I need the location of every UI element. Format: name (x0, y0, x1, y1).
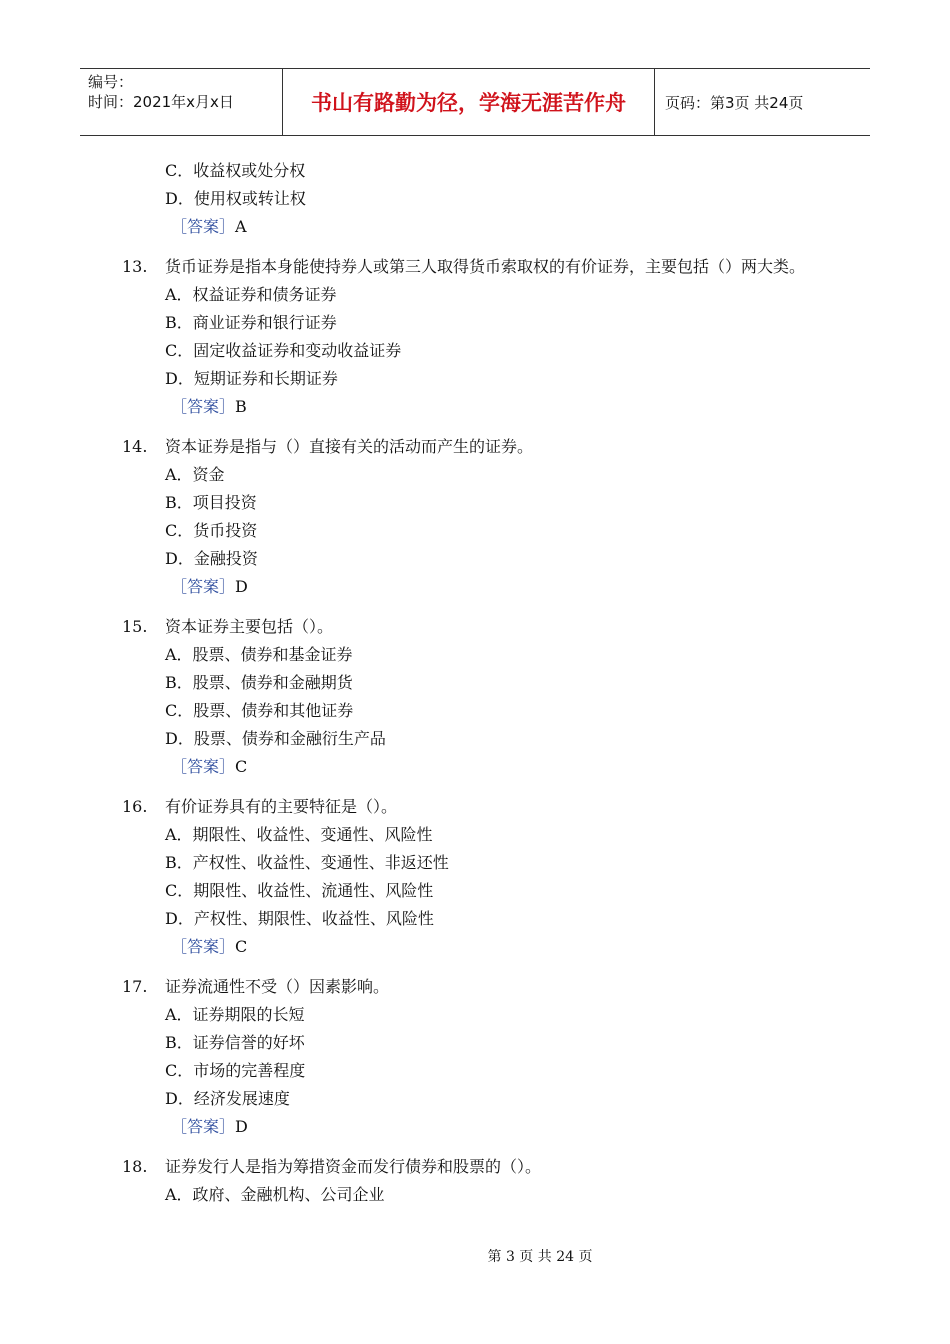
option: B．商业证券和银行证券 (165, 313, 337, 332)
option: D．短期证券和长期证券 (165, 369, 338, 388)
question-text: 证券流通性不受（）因素影响。 (165, 977, 390, 996)
answer (122, 1113, 862, 1141)
option: B．项目投资 (165, 493, 257, 512)
option: C．市场的完善程度 (165, 1061, 306, 1080)
option: D．经济发展速度 (165, 1089, 290, 1108)
answer-value: A (235, 217, 247, 236)
question-text: 证券发行人是指为筹措资金而发行债券和股票的（）。 (165, 1157, 542, 1176)
time-label: 时间：2021年x月x日 (88, 93, 234, 111)
answer-label: ［答案］ (171, 397, 236, 416)
question-16 (122, 793, 862, 961)
question-13 (122, 253, 862, 421)
answer (122, 213, 862, 241)
option: A．股票、债券和基金证券 (165, 645, 353, 664)
question-number: 18. (122, 1157, 148, 1176)
question-text: 资本证券是指与（）直接有关的活动而产生的证券。 (165, 437, 534, 456)
answer-label: ［答案］ (171, 757, 236, 776)
option: C．货币投资 (165, 521, 258, 540)
option: A．期限性、收益性、变通性、风险性 (165, 825, 433, 844)
question-18 (122, 1153, 862, 1209)
option: C．收益权或处分权 (165, 161, 306, 180)
question-number: 13. (122, 257, 148, 276)
page-header (80, 68, 870, 136)
option: C．期限性、收益性、流通性、风险性 (165, 881, 434, 900)
question-17 (122, 973, 862, 1141)
answer-value: C (235, 937, 248, 956)
answer (122, 573, 862, 601)
question-list (122, 157, 862, 1209)
option: D．产权性、期限性、收益性、风险性 (165, 909, 434, 928)
option: C．固定收益证券和变动收益证券 (165, 341, 402, 360)
answer-label: ［答案］ (171, 937, 236, 956)
answer-label: ［答案］ (171, 577, 236, 596)
question-text: 资本证券主要包括（）。 (165, 617, 334, 636)
question-14 (122, 433, 862, 601)
question-15 (122, 613, 862, 781)
answer-value: D (235, 1117, 248, 1136)
option: B．产权性、收益性、变通性、非返还性 (165, 853, 449, 872)
option: B．股票、债券和金融期货 (165, 673, 353, 692)
header-info (80, 69, 282, 135)
header-motto: 书山有路勤为径，学海无涯苦作舟 (282, 69, 655, 135)
page-footer: 第 3 页 共 24 页 (487, 1249, 593, 1265)
option: D．使用权或转让权 (165, 189, 306, 208)
option: D．金融投资 (165, 549, 258, 568)
option: B．证券信誉的好坏 (165, 1033, 305, 1052)
question-number: 14. (122, 437, 148, 456)
option: D．股票、债券和金融衍生产品 (165, 729, 386, 748)
option: A．政府、金融机构、公司企业 (165, 1185, 385, 1204)
question-number: 16. (122, 797, 148, 816)
question-number: 17. (122, 977, 148, 996)
question-text: 有价证券具有的主要特征是（）。 (165, 797, 398, 816)
option: A．资金 (165, 465, 225, 484)
answer-value: D (235, 577, 248, 596)
question-number: 15. (122, 617, 148, 636)
answer-label: ［答案］ (171, 217, 236, 236)
question-text: 货币证券是指本身能使持券人或第三人取得货币索取权的有价证券，主要包括（）两大类。 (165, 257, 806, 276)
continued-question (122, 157, 862, 241)
option: A．权益证券和债务证券 (165, 285, 337, 304)
answer (122, 933, 862, 961)
answer-label: ［答案］ (171, 1117, 236, 1136)
answer (122, 393, 862, 421)
option: A．证券期限的长短 (165, 1005, 305, 1024)
header-page-code: 页码：第3页 共24页 (665, 93, 804, 112)
answer-value: B (235, 397, 247, 416)
number-label: 编号： (88, 73, 134, 91)
option: C．股票、债券和其他证券 (165, 701, 354, 720)
answer (122, 753, 862, 781)
answer-value: C (235, 757, 248, 776)
